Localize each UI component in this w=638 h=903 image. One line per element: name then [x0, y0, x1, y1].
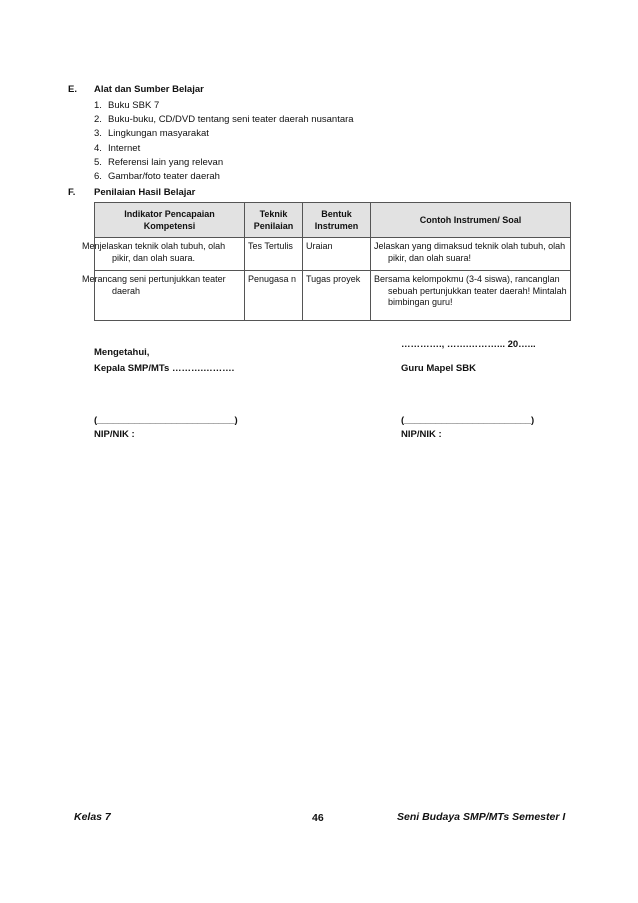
cell-indikator: Menjelaskan teknik olah tubuh, olah pikir, dan olah suara.: [95, 238, 245, 271]
cell-bentuk: Uraian: [303, 238, 371, 271]
teacher-name-line: (________________________): [401, 415, 535, 426]
assessment-table: [82, 202, 571, 321]
section-f-title: Penilaian Hasil Belajar: [94, 187, 196, 198]
cell-indikator: Merancang seni pertunjukkan teater daerah: [95, 271, 245, 321]
cell-teknik: Penugasa n: [245, 271, 303, 321]
list-item: 4. Internet: [94, 142, 141, 154]
date-line: …………., …….………... 20…...: [401, 339, 536, 350]
principal-label: Kepala SMP/MTs ……….……….: [94, 363, 235, 374]
table-header-row: [95, 203, 571, 238]
list-item: 6. Gambar/foto teater daerah: [94, 170, 220, 182]
section-e-title: Alat dan Sumber Belajar: [94, 84, 204, 95]
footer-subject: Seni Budaya SMP/MTs Semester I: [397, 811, 566, 823]
header-teknik: Teknik Penilaian: [245, 203, 303, 238]
section-e-letter: E.: [68, 84, 77, 95]
list-item: 3. Lingkungan masyarakat: [94, 128, 209, 140]
cell-contoh: Bersama kelompokmu (3-4 siswa), rancanglan sebuah pertunjukkan teater daerah! Mintalah bimbingan guru!: [371, 271, 571, 321]
tools-resources-list: [94, 99, 354, 184]
cell-contoh: Jelaskan yang dimaksud teknik olah tubuh, olah pikir, dan olah suara!: [371, 238, 571, 271]
section-f-letter: F.: [68, 187, 76, 198]
header-contoh: Contoh Instrumen/ Soal: [371, 203, 571, 238]
header-indikator: Indikator Pencapaian Kompetensi: [95, 203, 245, 238]
acknowledged-label: Mengetahui,: [94, 347, 150, 358]
cell-bentuk: Tugas proyek: [303, 271, 371, 321]
teacher-label: Guru Mapel SBK: [401, 363, 476, 374]
footer-class: Kelas 7: [74, 811, 111, 823]
principal-nip: NIP/NIK :: [94, 429, 135, 440]
principal-name-line: (__________________________): [94, 415, 238, 426]
table-row: [95, 271, 571, 321]
list-item: 5. Referensi lain yang relevan: [94, 156, 224, 168]
header-bentuk: Bentuk Instrumen: [303, 203, 371, 238]
page-number: 46: [312, 812, 324, 824]
table-row: [95, 238, 571, 271]
cell-teknik: Tes Tertulis: [245, 238, 303, 271]
teacher-nip: NIP/NIK :: [401, 429, 442, 440]
list-item: 1. Buku SBK 7: [94, 100, 160, 111]
list-item: 2. Buku-buku, CD/DVD tentang seni teater daerah nusantara: [94, 114, 354, 126]
